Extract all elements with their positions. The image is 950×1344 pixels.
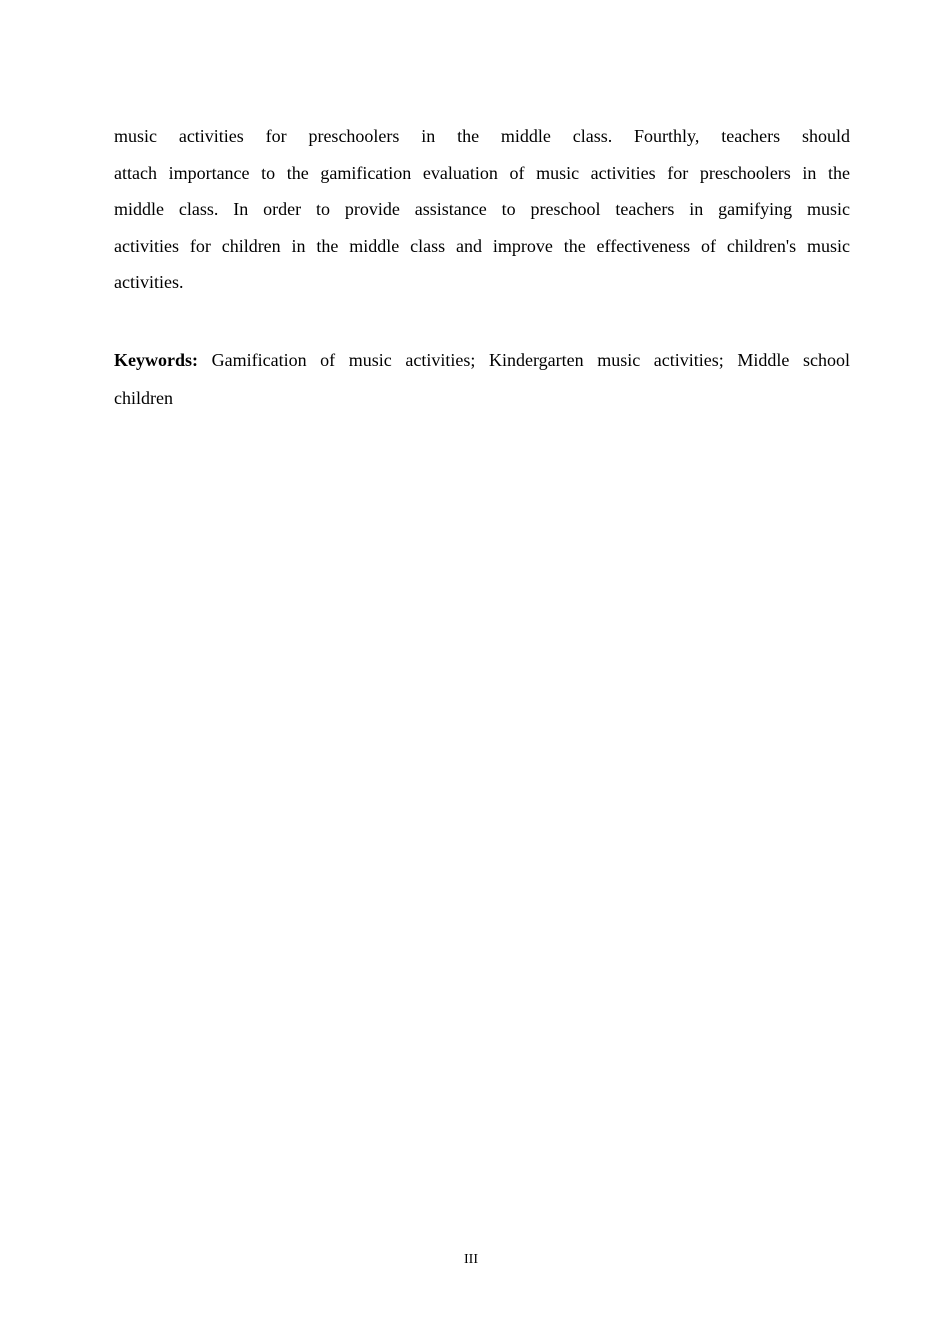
abstract-line-1: music activities for preschoolers in the middle class. Fourthly, teachers should <box>114 126 850 146</box>
page-number: III <box>464 1252 478 1267</box>
keywords-line-1 <box>114 341 850 379</box>
keywords-section <box>114 341 850 417</box>
abstract-paragraph <box>114 118 850 301</box>
abstract-line-3: middle class. In order to provide assistance to preschool teachers in gamifying music <box>114 199 850 219</box>
keywords-label: Keywords: <box>114 350 198 370</box>
keywords-line-2: children <box>114 388 173 408</box>
abstract-line-5: activities. <box>114 272 184 292</box>
abstract-line-2: attach importance to the gamification evaluation of music activities for preschoolers in the <box>114 162 850 183</box>
abstract-line-4: activities for children in the middle class and improve the effectiveness of children's music <box>114 235 850 256</box>
keywords-text: Gamification of music activities; Kindergarten music activities; Middle school <box>211 350 850 370</box>
